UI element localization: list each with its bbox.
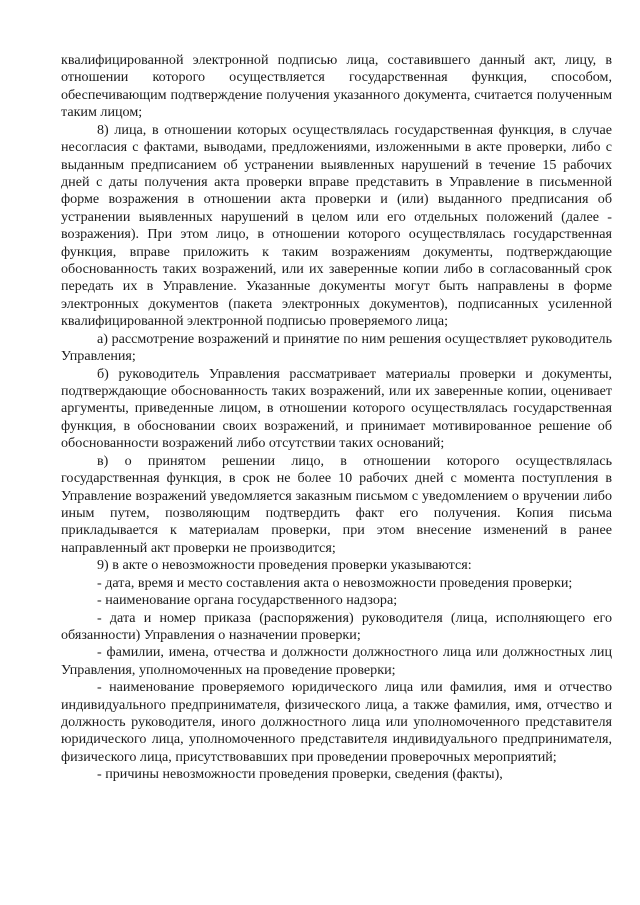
paragraph-item-8: 8) лица, в отношении которых осуществлялась государственная функция, в случае несогласия с фактами, выводами, предложениями, изложенными в акте проверки, либо с выданным предписанием об устранении выявленных нарушений в течение 15 рабочих дней с даты получения акта проверки вправе представить в Управление в письменной форме возражения в отношении акта проверки и (или) выданного предписания об устранении выявленных нарушений в целом или его отдельных положений (далее - возражения). При этом лицо, в отношении которого осуществлялась государственная функция, вправе приложить к таким возражениям документы, подтверждающие обоснованность таких возражений, или их заверенные копии либо в согласованный срок передать их в Управление. Указанные документы могут быть направлены в форме электронных документов (пакета электронных документов), подписанных усиленной квалифицированной электронной подписью проверяемого лица; [61, 121, 612, 330]
paragraph-item-8v: в) о принятом решении лицо, в отношении которого осуществлялась государственная функция, в срок не более 10 рабочих дней с момента поступления в Управление возражений уведомляется заказным письмом с уведомлением о вручении либо иным путем, позволяющим подтвердить факт его получения. Копия письма прикладывается к материалам проверки, при этом внесение изменений в ранее направленный акт проверки не производится; [61, 452, 612, 556]
document-page [61, 52, 612, 784]
list-item-authority-name: - наименование органа государственного надзора; [97, 592, 398, 609]
list-item-inspected-entity: - наименование проверяемого юридического лица или фамилия, имя и отчество индивидуального предпринимателя, физического лица, а также фамилия, имя, отчество и должность руководителя, иного должностного лица или уполномоченного представителя юридического лица, уполномоченного представителя индивидуального предпринимателя, физического лица, присутствовавших при проведении проверочных мероприятий; [61, 679, 612, 765]
list-item-order-number: - дата и номер приказа (распоряжения) руководителя (лица, исполняющего его обязанности) Управления о назначении проверки; [61, 609, 612, 643]
paragraph-item-8b: б) руководитель Управления рассматривает материалы проверки и документы, подтверждающие обоснованность таких возражений, или их заверенные копии, оценивает аргументы, приведенные лицом, в отношении которого осуществлялась государственная функция, в обосновании своих возражений, и принимает мотивированное решение об обоснованности возражений либо отсутствии таких оснований; [61, 365, 612, 452]
paragraph-item-8a: а) рассмотрение возражений и принятие по ним решения осуществляет руководитель Управления; [61, 330, 612, 365]
paragraph-continuation: квалифицированной электронной подписью лица, составившего данный акт, лицу, в отношении которого осуществляется государственная функция, способом, обеспечивающим подтверждение получения указанного документа, считается полученным таким лицом; [61, 52, 612, 121]
paragraph-item-9: 9) в акте о невозможности проведения проверки указываются: [97, 557, 472, 574]
list-item-officials: - фамилии, имена, отчества и должности должностного лица или должностных лиц Управления, уполномоченных на проведение проверки; [61, 644, 612, 678]
list-item-date-time-place: - дата, время и место составления акта о невозможности проведения проверки; [97, 574, 573, 591]
list-item-reasons: - причины невозможности проведения проверки, сведения (факты), [97, 766, 503, 783]
